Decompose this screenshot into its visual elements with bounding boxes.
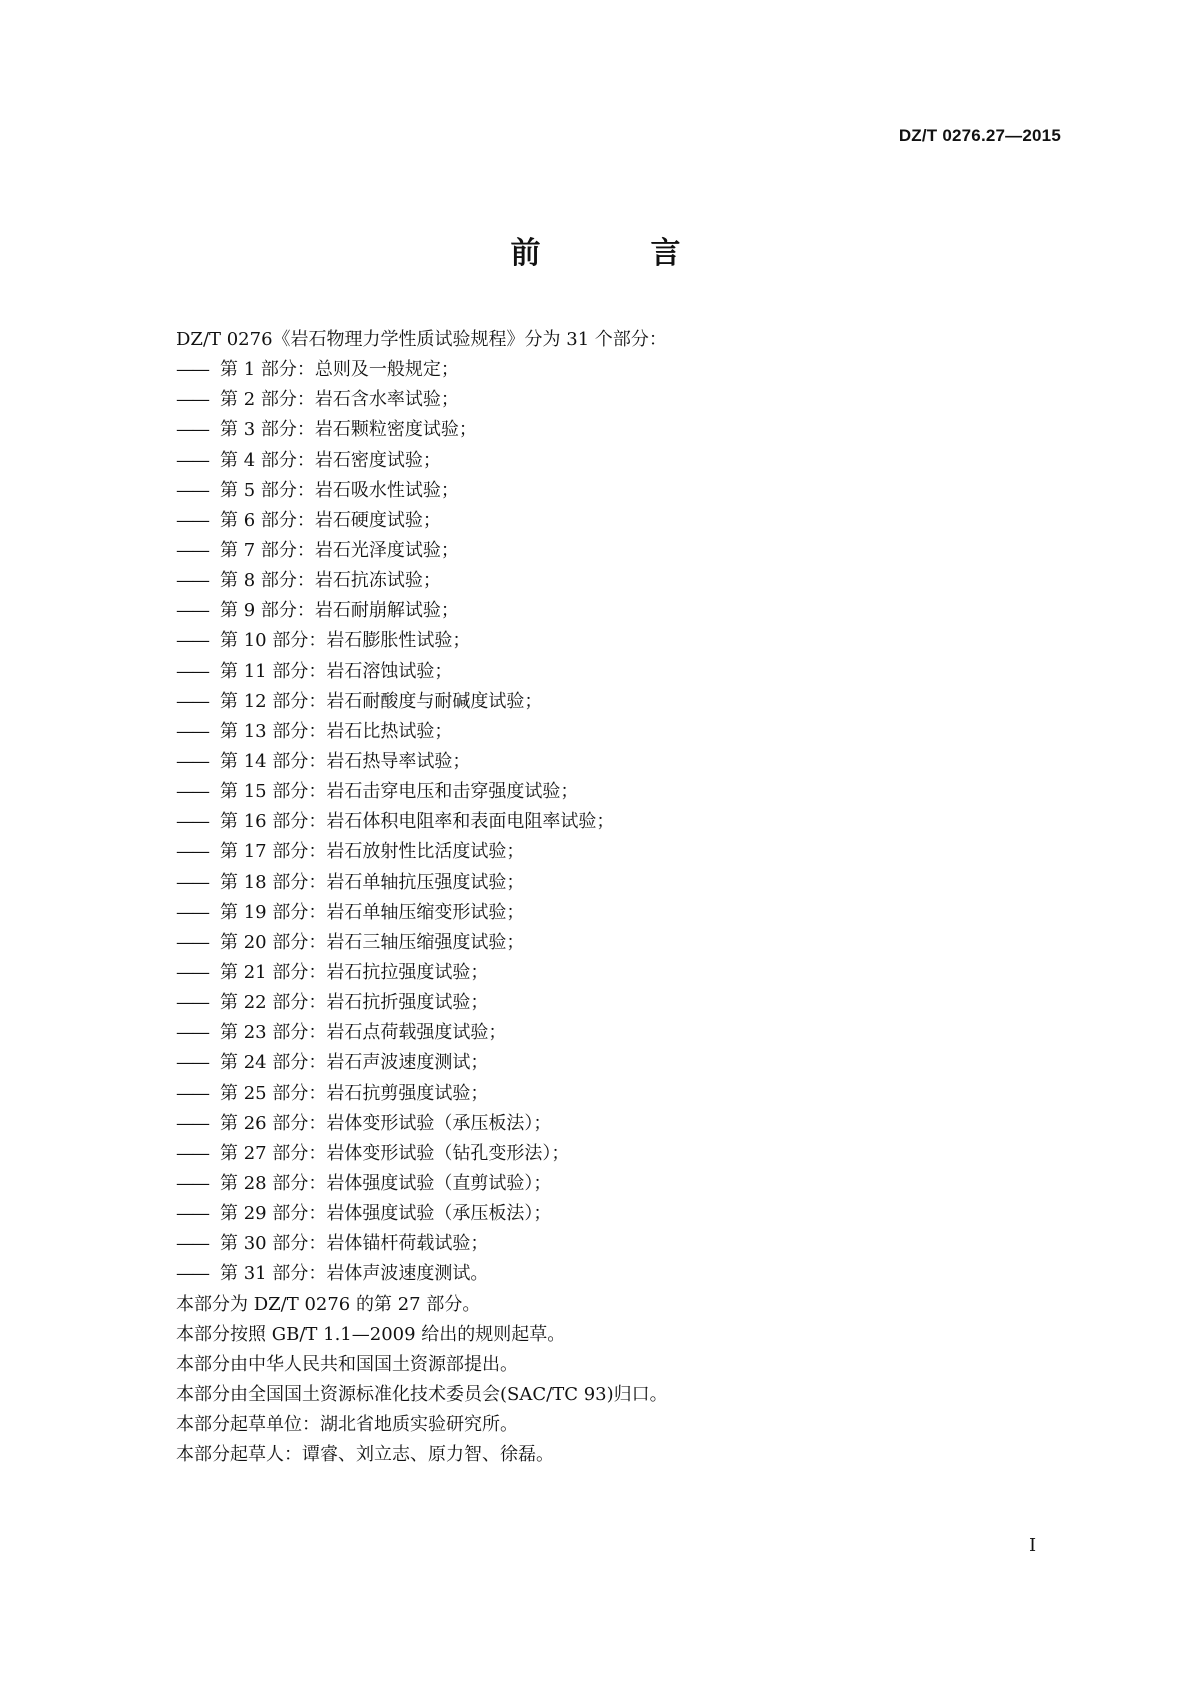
list-item xyxy=(176,446,1056,476)
dash-marker: —— xyxy=(176,1233,208,1255)
part-label: 第 25 部分：岩石抗剪强度试验； xyxy=(220,1082,489,1104)
part-label: 第 7 部分：岩石光泽度试验； xyxy=(220,539,459,561)
dash-marker: —— xyxy=(176,600,208,622)
part-label: 第 10 部分：岩石膨胀性试验； xyxy=(220,630,471,652)
dash-marker: —— xyxy=(176,1203,208,1225)
part-label: 第 28 部分：岩体强度试验（直剪试验）； xyxy=(220,1172,552,1194)
list-item xyxy=(176,1018,1056,1048)
dash-marker: —— xyxy=(176,1022,208,1044)
dash-marker: —— xyxy=(176,359,208,381)
list-item xyxy=(176,1199,1056,1229)
page-number: I xyxy=(1029,1535,1037,1556)
list-item xyxy=(176,1229,1056,1259)
list-item xyxy=(176,415,1056,445)
list-item xyxy=(176,596,1056,626)
part-label: 第 22 部分：岩石抗折强度试验； xyxy=(220,992,489,1014)
dash-marker: —— xyxy=(176,389,208,411)
dash-marker: —— xyxy=(176,750,208,772)
part-label: 第 6 部分：岩石硬度试验； xyxy=(220,509,441,531)
dash-marker: —— xyxy=(176,1142,208,1164)
dash-marker: —— xyxy=(176,690,208,712)
dash-marker: —— xyxy=(176,1052,208,1074)
part-label: 第 30 部分：岩体锚杆荷载试验； xyxy=(220,1233,489,1255)
list-item xyxy=(176,868,1056,898)
part-label: 第 21 部分：岩石抗拉强度试验； xyxy=(220,961,489,983)
dash-marker: —— xyxy=(176,479,208,501)
part-label: 第 18 部分：岩石单轴抗压强度试验； xyxy=(220,871,525,893)
list-item xyxy=(176,988,1056,1018)
list-item xyxy=(176,1259,1056,1289)
dash-marker: —— xyxy=(176,630,208,652)
note-paragraph: 本部分按照 GB/T 1.1—2009 给出的规则起草。 xyxy=(176,1323,566,1345)
dash-marker: —— xyxy=(176,720,208,742)
note-paragraph: 本部分由中华人民共和国国土资源部提出。 xyxy=(176,1353,518,1375)
list-item xyxy=(176,355,1056,385)
dash-marker: —— xyxy=(176,901,208,923)
list-item xyxy=(176,1079,1056,1109)
part-label: 第 8 部分：岩石抗冻试验； xyxy=(220,570,441,592)
part-label: 第 12 部分：岩石耐酸度与耐碱度试验； xyxy=(220,690,543,712)
note-paragraph: 本部分由全国国土资源标准化技术委员会(SAC/TC 93)归口。 xyxy=(176,1383,668,1405)
part-label: 第 26 部分：岩体变形试验（承压板法）； xyxy=(220,1112,552,1134)
dash-marker: —— xyxy=(176,781,208,803)
dash-marker: —— xyxy=(176,570,208,592)
dash-marker: —— xyxy=(176,539,208,561)
list-item xyxy=(176,536,1056,566)
part-label: 第 9 部分：岩石耐崩解试验； xyxy=(220,600,459,622)
list-item xyxy=(176,837,1056,867)
part-label: 第 29 部分：岩体强度试验（承压板法）； xyxy=(220,1203,552,1225)
part-label: 第 16 部分：岩石体积电阻率和表面电阻率试验； xyxy=(220,811,615,833)
list-item xyxy=(176,385,1056,415)
dash-marker: —— xyxy=(176,811,208,833)
dash-marker: —— xyxy=(176,660,208,682)
dash-marker: —— xyxy=(176,449,208,471)
intro-paragraph: DZ/T 0276《岩石物理力学性质试验规程》分为 31 个部分： xyxy=(176,329,667,350)
notes-block xyxy=(176,1290,1056,1471)
part-label: 第 19 部分：岩石单轴压缩变形试验； xyxy=(220,901,525,923)
dash-marker: —— xyxy=(176,961,208,983)
standard-code: DZ/T 0276.27—2015 xyxy=(898,126,1061,145)
list-item xyxy=(176,747,1056,777)
list-item xyxy=(176,1048,1056,1078)
list-item xyxy=(176,476,1056,506)
part-label: 第 3 部分：岩石颗粒密度试验； xyxy=(220,419,477,441)
dash-marker: —— xyxy=(176,509,208,531)
part-label: 第 13 部分：岩石比热试验； xyxy=(220,720,453,742)
foreword-body xyxy=(176,325,1056,1470)
part-label: 第 4 部分：岩石密度试验； xyxy=(220,449,441,471)
page-title: 前 言 xyxy=(510,236,721,271)
part-label: 第 20 部分：岩石三轴压缩强度试验； xyxy=(220,931,525,953)
part-label: 第 17 部分：岩石放射性比活度试验； xyxy=(220,841,525,863)
dash-marker: —— xyxy=(176,1082,208,1104)
list-item xyxy=(176,777,1056,807)
part-label: 第 27 部分：岩体变形试验（钻孔变形法）； xyxy=(220,1142,570,1164)
part-label: 第 11 部分：岩石溶蚀试验； xyxy=(220,660,453,682)
dash-marker: —— xyxy=(176,992,208,1014)
list-item xyxy=(176,506,1056,536)
list-item xyxy=(176,958,1056,988)
list-item xyxy=(176,928,1056,958)
part-label: 第 2 部分：岩石含水率试验； xyxy=(220,389,459,411)
dash-marker: —— xyxy=(176,871,208,893)
list-item xyxy=(176,687,1056,717)
list-item xyxy=(176,1139,1056,1169)
dash-marker: —— xyxy=(176,1112,208,1134)
part-label: 第 31 部分：岩体声波速度测试。 xyxy=(220,1263,489,1285)
list-item xyxy=(176,717,1056,747)
part-label: 第 14 部分：岩石热导率试验； xyxy=(220,750,471,772)
parts-list xyxy=(176,355,1056,1289)
part-label: 第 5 部分：岩石吸水性试验； xyxy=(220,479,459,501)
list-item xyxy=(176,566,1056,596)
list-item xyxy=(176,898,1056,928)
dash-marker: —— xyxy=(176,931,208,953)
dash-marker: —— xyxy=(176,1172,208,1194)
dash-marker: —— xyxy=(176,419,208,441)
note-paragraph: 本部分起草单位：湖北省地质实验研究所。 xyxy=(176,1414,518,1436)
note-paragraph: 本部分为 DZ/T 0276 的第 27 部分。 xyxy=(176,1293,481,1315)
list-item xyxy=(176,626,1056,656)
list-item xyxy=(176,657,1056,687)
part-label: 第 24 部分：岩石声波速度测试； xyxy=(220,1052,489,1074)
list-item xyxy=(176,1109,1056,1139)
list-item xyxy=(176,807,1056,837)
dash-marker: —— xyxy=(176,1263,208,1285)
part-label: 第 1 部分：总则及一般规定； xyxy=(220,359,459,381)
part-label: 第 15 部分：岩石击穿电压和击穿强度试验； xyxy=(220,781,579,803)
dash-marker: —— xyxy=(176,841,208,863)
note-paragraph: 本部分起草人：谭睿、刘立志、原力智、徐磊。 xyxy=(176,1444,554,1466)
part-label: 第 23 部分：岩石点荷载强度试验； xyxy=(220,1022,507,1044)
list-item xyxy=(176,1169,1056,1199)
